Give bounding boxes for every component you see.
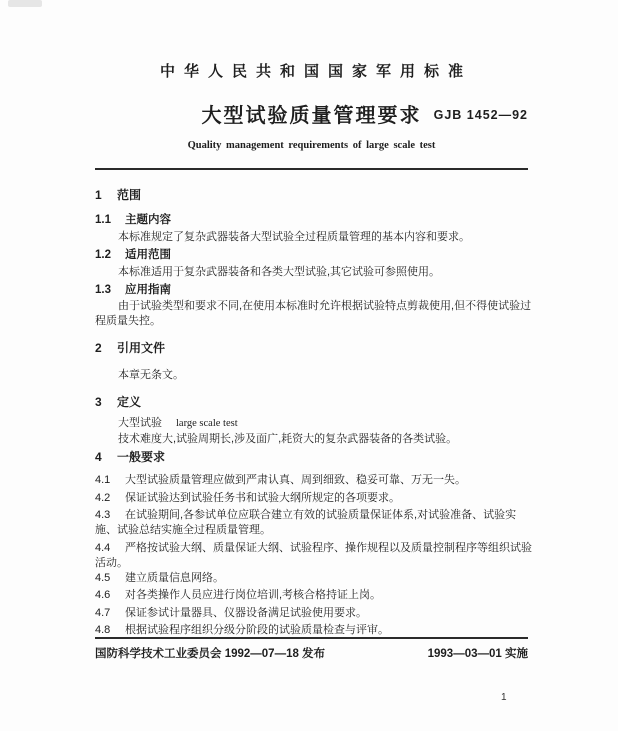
document-title-english: Quality management requirements of large scale test <box>187 140 436 151</box>
subsection-number: 1.2 <box>95 249 111 261</box>
footer-divider <box>95 637 528 639</box>
definition-line <box>95 416 532 431</box>
section-title: 定义 <box>117 395 142 409</box>
clause-text: 建立质量信息网络。 <box>125 572 224 584</box>
page-number: 1 <box>501 692 507 703</box>
section-heading-1 <box>95 188 532 203</box>
section-heading-4 <box>95 450 532 465</box>
clause-text: 保证试验达到试验任务书和试验大纲所规定的各项要求。 <box>125 492 400 504</box>
subsection-title: 应用指南 <box>125 284 171 296</box>
clause-text: 严格按试验大纲、质量保证大纲、试验程序、操作规程以及质量控制程序等组织试验活动。 <box>95 542 532 569</box>
clause-number: 4.8 <box>95 624 111 636</box>
paragraph: 技术难度大,试验周期长,涉及面广,耗资大的复杂武器装备的各类试验。 <box>118 433 458 445</box>
section-title: 范围 <box>117 188 142 202</box>
clause-item <box>95 541 532 571</box>
clause-text: 根据试验程序组织分级分阶段的试验质量检查与评审。 <box>125 624 389 636</box>
subsection-number: 1.3 <box>95 284 111 296</box>
issue-info: 国防科学技术工业委员会 1992—07—18 发布 <box>95 648 326 660</box>
subsection-heading-1-2 <box>95 248 532 263</box>
header-divider <box>95 168 528 170</box>
section-heading-3 <box>95 395 532 410</box>
section-number: 1 <box>95 188 102 202</box>
clause-item <box>95 623 532 638</box>
clause-text: 保证参试计量器具、仪器设备满足试验使用要求。 <box>125 607 367 619</box>
subsection-heading-1-3 <box>95 283 532 298</box>
clause-item <box>95 571 532 586</box>
clause-number: 4.7 <box>95 607 111 619</box>
document-body <box>95 188 532 638</box>
paragraph: 由于试验类型和要求不同,在使用本标准时允许根据试验特点剪裁使用,但不得使试验过程质量失控。 <box>95 300 532 327</box>
paragraph: 本标准适用于复杂武器装备和各类大型试验,其它试验可参照使用。 <box>118 266 441 278</box>
title-row <box>95 104 528 130</box>
definition-term: 大型试验 <box>118 417 162 429</box>
clause-item <box>95 491 532 506</box>
implementation-info: 1993—03—01 实施 <box>427 648 528 660</box>
clause-number: 4.2 <box>95 492 111 504</box>
subsection-title: 适用范围 <box>125 249 171 261</box>
section-title: 一般要求 <box>117 450 166 464</box>
clause-item <box>95 606 532 621</box>
clause-number: 4.3 <box>95 509 111 521</box>
clause-number: 4.4 <box>95 542 111 554</box>
clause-number: 4.5 <box>95 572 111 584</box>
section-number: 3 <box>95 395 102 409</box>
scan-artifact <box>8 0 42 7</box>
clause-item <box>95 508 532 538</box>
standard-type-heading: 中华人民共和国国家军用标准 <box>159 63 472 80</box>
document-header <box>95 0 528 151</box>
clause-number: 4.1 <box>95 474 111 486</box>
clause-text: 在试验期间,各参试单位应联合建立有效的试验质量保证体系,对试验准备、试验实施、试验总结实施全过程质量管理。 <box>95 509 517 536</box>
section-number: 2 <box>95 341 102 355</box>
document-footer <box>95 645 528 661</box>
clause-text: 对各类操作人员应进行岗位培训,考核合格持证上岗。 <box>125 589 382 601</box>
paragraph: 本章无条文。 <box>118 369 184 381</box>
section-heading-2 <box>95 341 532 356</box>
clause-number: 4.6 <box>95 589 111 601</box>
section-title: 引用文件 <box>117 341 166 355</box>
definition-term-english: large scale test <box>176 418 238 429</box>
section-number: 4 <box>95 450 102 464</box>
subsection-title: 主题内容 <box>125 214 171 226</box>
paragraph: 本标准规定了复杂武器装备大型试验全过程质量管理的基本内容和要求。 <box>118 231 470 243</box>
standard-number: GJB 1452—92 <box>433 108 528 122</box>
clause-text: 大型试验质量管理应做到严肃认真、周到细致、稳妥可靠、万无一失。 <box>125 474 466 486</box>
subsection-heading-1-1 <box>95 213 532 228</box>
document-title: 大型试验质量管理要求 <box>201 105 422 127</box>
subsection-number: 1.1 <box>95 214 111 226</box>
clause-item <box>95 473 532 488</box>
clause-item <box>95 588 532 603</box>
